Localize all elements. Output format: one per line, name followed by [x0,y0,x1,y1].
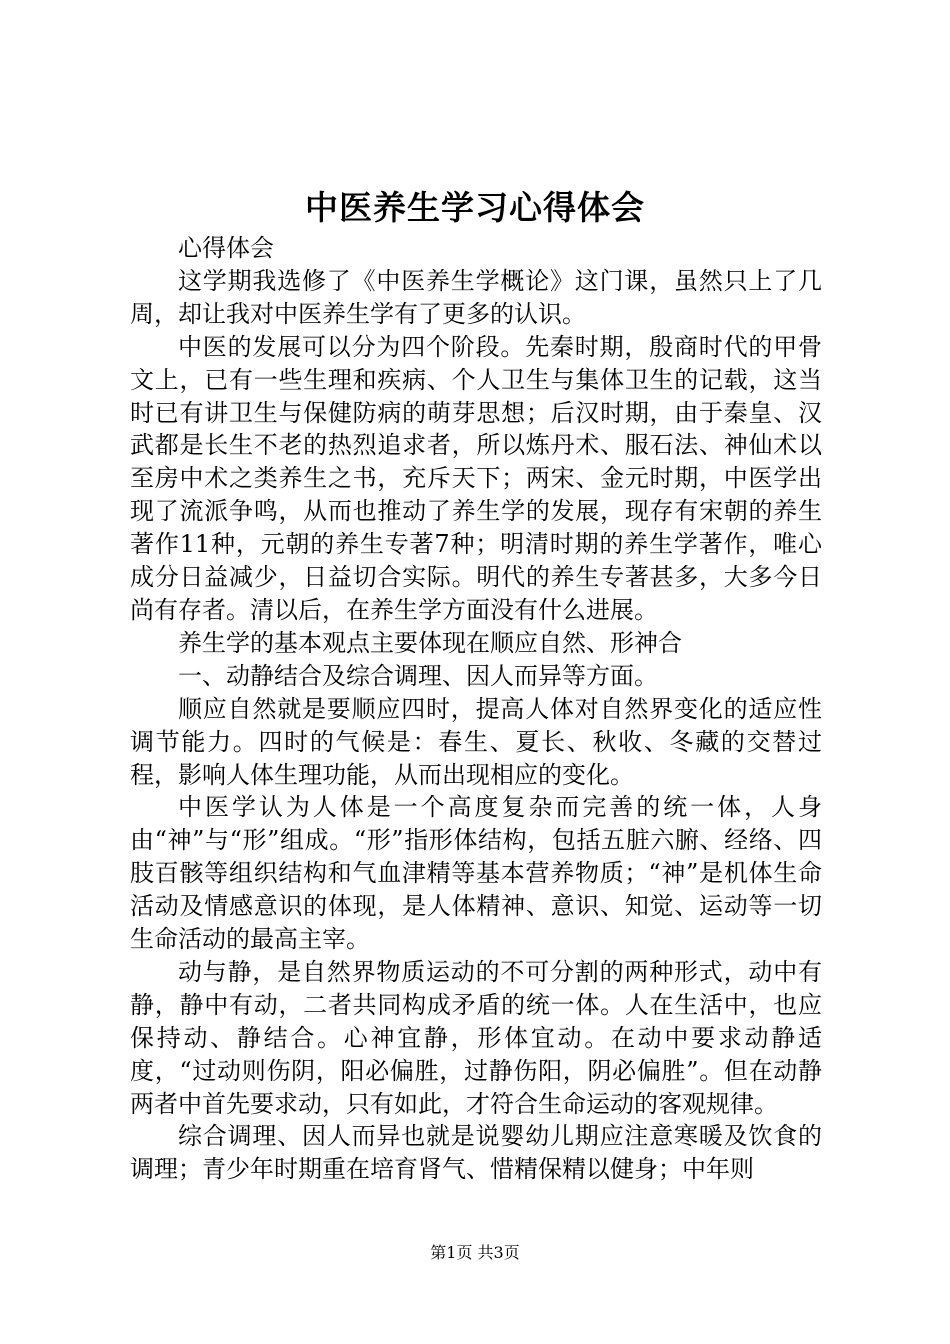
paragraph: 心得体会 [178,234,274,262]
paragraph: 中医学认为人体是一个高度复杂而完善的统一体，人身由“神”与“形”组成。“形”指形体结构，包括五脏六腑、经络、四肢百骸等组织结构和气血津精等基本营养物质；“神”是机体生命活动及情感意识的体现，是人体精神、意识、知觉、运动等一切生命活动的最高主宰。 [130,793,822,954]
paragraph: 综合调理、因人而异也就是说婴幼儿期应注意寒暖及饮食的调理；青少年时期重在培育肾气、惜精保精以健身；中年则 [130,1122,822,1184]
paragraph: 顺应自然就是要顺应四时，提高人体对自然界变化的适应性调节能力。四时的气候是：春生、夏长、秋收、冬藏的交替过程，影响人体生理功能，从而出现相应的变化。 [130,694,822,789]
page-footer: 第1页 共3页 [430,1243,520,1262]
paragraph: 养生学的基本观点主要体现在顺应自然、形神合 [178,628,682,657]
paragraph: 这学期我选修了《中医养生学概论》这门课，虽然只上了几周，却让我对中医养生学有了更多的认识。 [130,266,822,328]
paragraph: 中医的发展可以分为四个阶段。先秦时期，殷商时代的甲骨文上，已有一些生理和疾病、个人卫生与集体卫生的记载，这当时已有讲卫生与保健防病的萌芽思想；后汉时期，由于秦皇、汉武都是长生不老的热烈追求者，所以炼丹术、服石法、神仙术以至房中术之类养生之书，充斥天下；两宋、金元时期，中医学出现了流派争鸣，从而也推动了养生学的发展，现存有宋朝的养生著作11种，元朝的养生专著7种；明清时期的养生学著作，唯心成分日益减少，日益切合实际。明代的养生专著甚多，大多今日尚有存者。清以后，在养生学方面没有什么进展。 [130,332,822,624]
document-title: 中医养生学习心得体会 [305,188,645,227]
document-body [130,232,822,1186]
paragraph: 一、动静结合及综合调理、因人而异等方面。 [178,661,658,690]
paragraph: 动与静，是自然界物质运动的不可分割的两种形式，动中有静，静中有动，二者共同构成矛盾的统一体。人在生活中，也应保持动、静结合。心神宜静，形体宜动。在动中要求动静适度，“过动则伤阴，阳必偏胜，过静伤阳，阴必偏胜”。但在动静两者中首先要求动，只有如此，才符合生命运动的客观规律。 [130,957,822,1118]
